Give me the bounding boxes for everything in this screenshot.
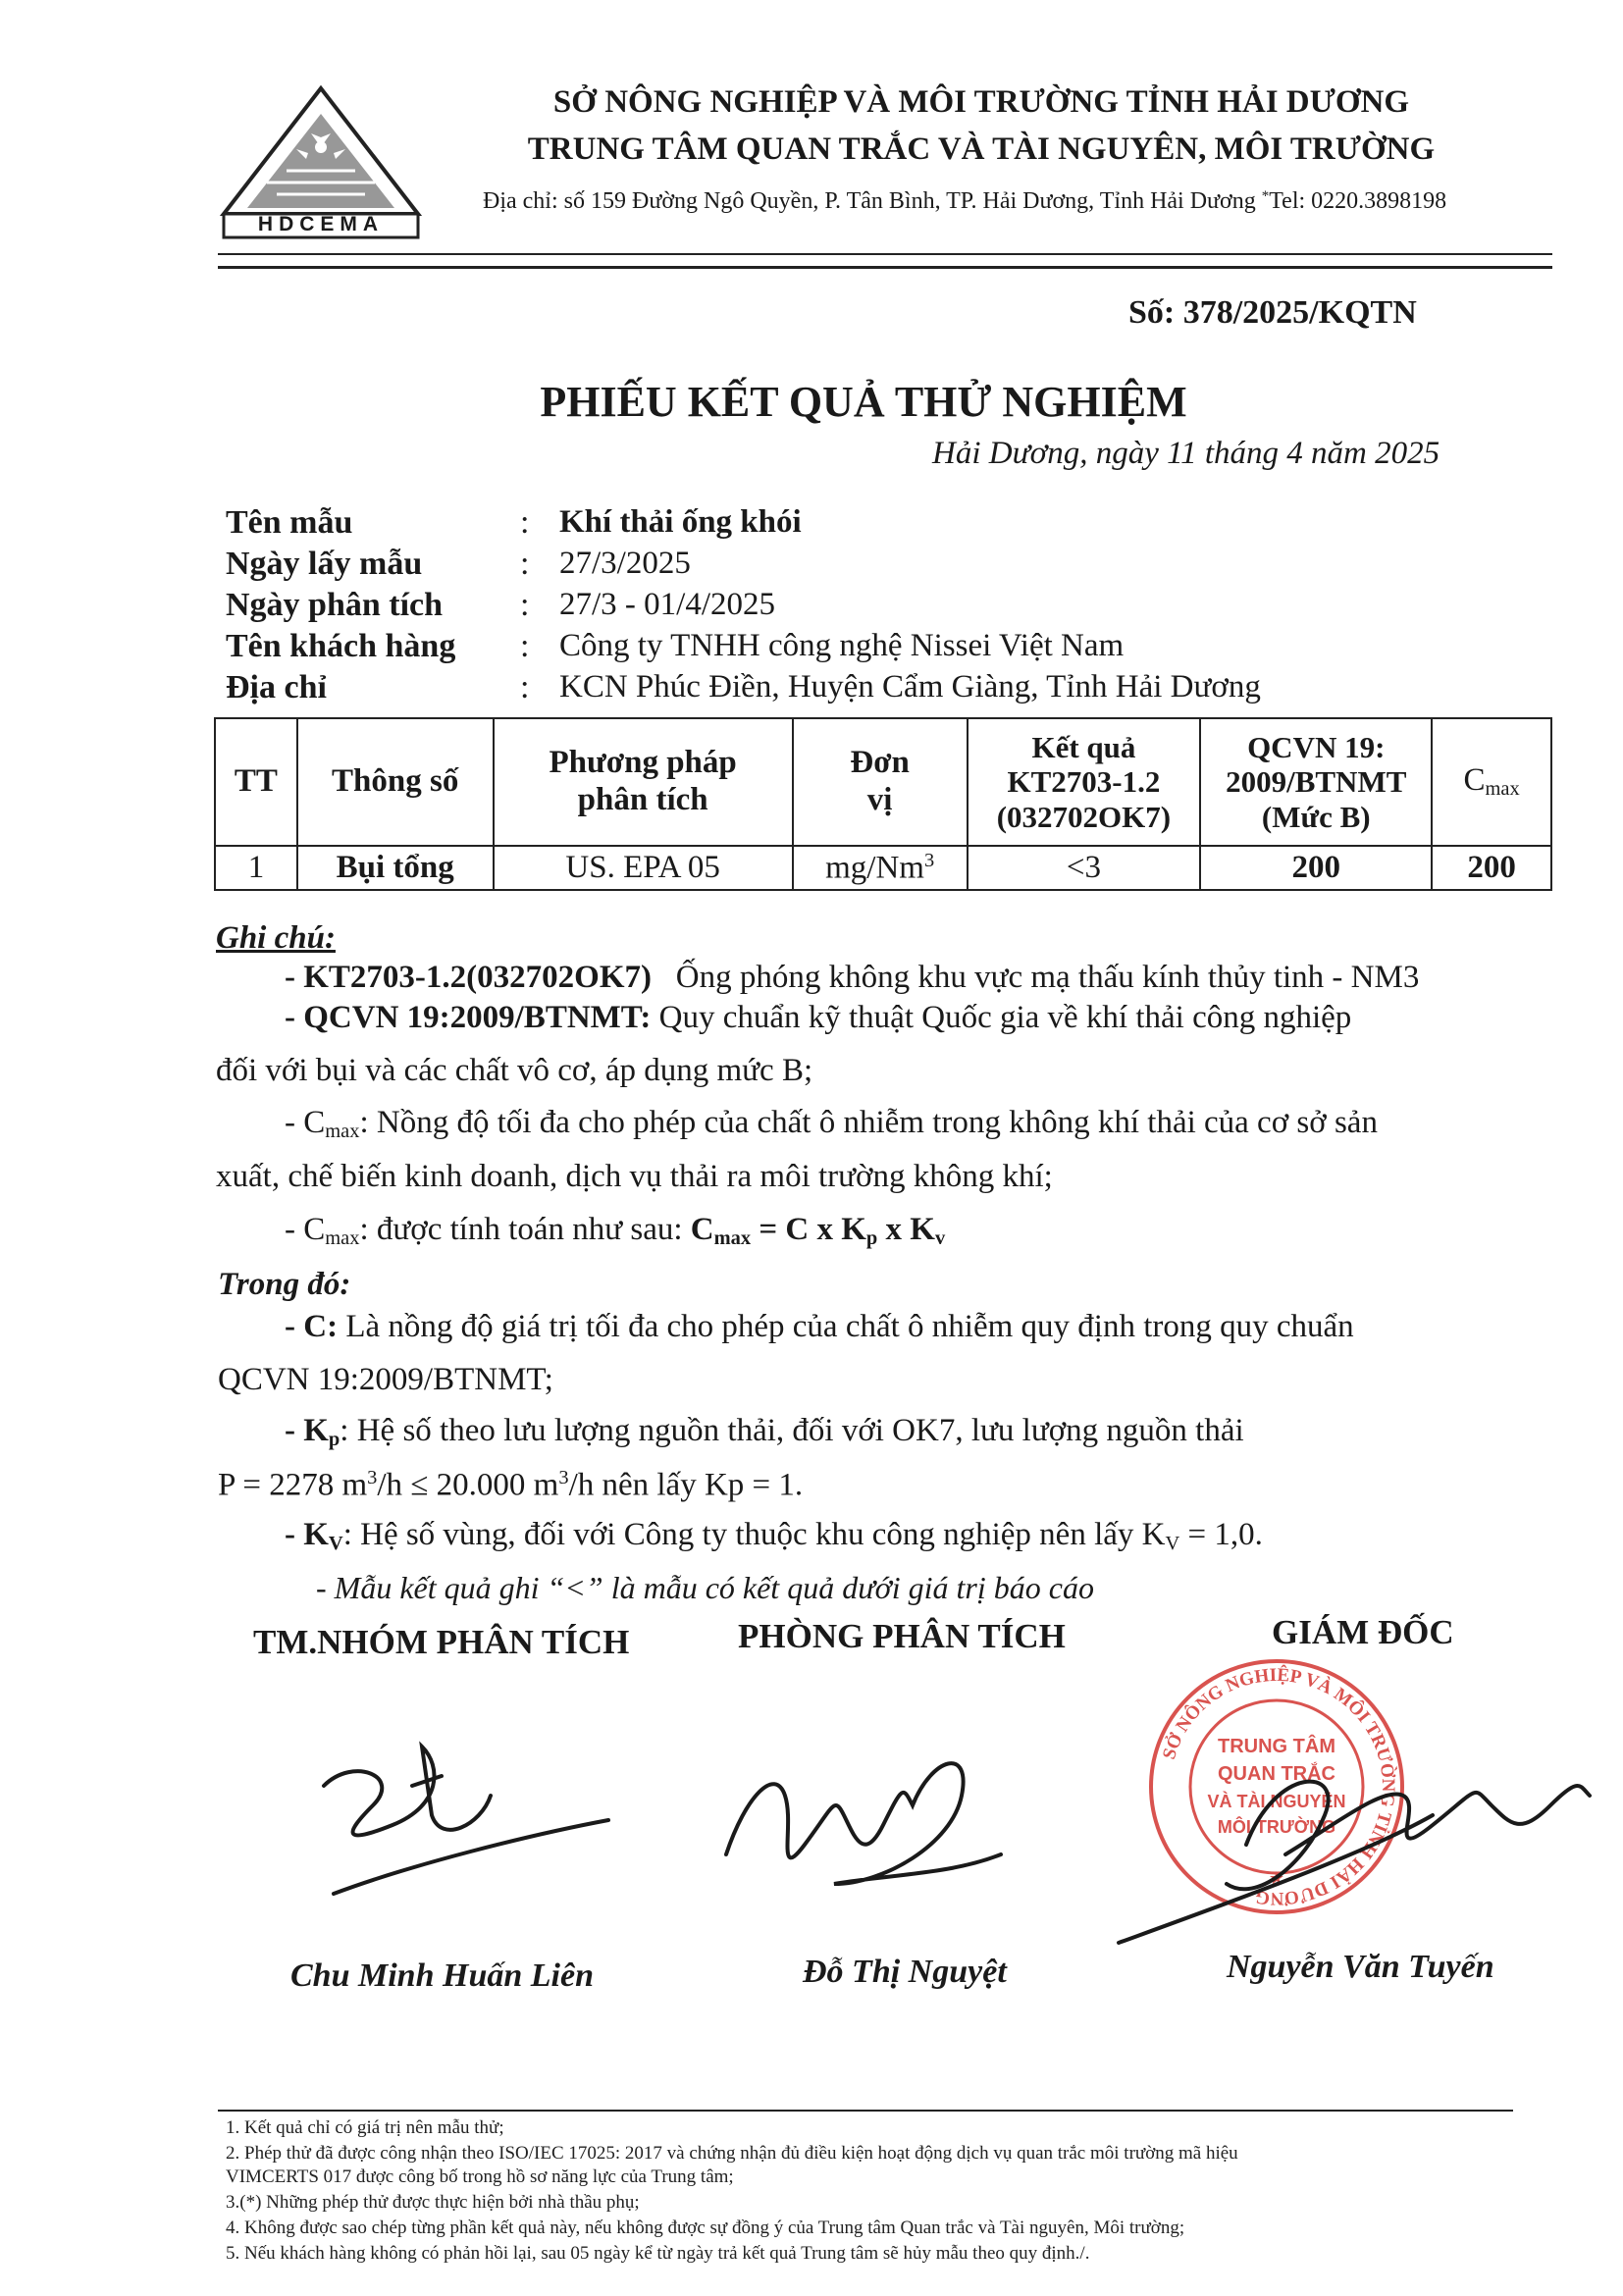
cell-result: <3 [968, 846, 1201, 890]
header-rule-top [218, 253, 1552, 255]
footer-note-4: 4. Không được sao chép từng phần kết quả này, nếu không được sự đồng ý của Trung tâm Quan trắc và Tài nguyên, Môi trường; [226, 2218, 1185, 2238]
signature-lab [716, 1737, 1011, 1904]
note-4-sub: max [325, 1227, 360, 1250]
th-unit [793, 718, 968, 846]
note-kv-sub: V [328, 1533, 343, 1555]
note-2-cont: đối với bụi và các chất vô cơ, áp dụng mức B; [216, 1053, 813, 1088]
footer-rule [218, 2110, 1513, 2112]
stamp-ring-text: SỞ NÔNG NGHIỆP VÀ MÔI TRƯỜNG TỈNH HẢI DƯƠNG [1158, 1664, 1399, 1909]
note-kp-sub: p [328, 1429, 340, 1451]
note-c-label: - C: [285, 1309, 339, 1344]
address-label: Địa chỉ [226, 669, 327, 705]
footer-note-2b: VIMCERTS 017 được công bố trong hồ sơ năng lực của Trung tâm; [226, 2166, 734, 2187]
signature-director [1109, 1727, 1599, 1953]
th-param: Thông số [297, 718, 494, 846]
note-kp-sup1: 3 [367, 1467, 378, 1488]
formula-x: x K [877, 1212, 935, 1247]
lab-title: PHÒNG PHÂN TÍCH [738, 1617, 1066, 1655]
group-signer-name: Chu Minh Huấn Liên [290, 1957, 594, 1994]
customer-address: KCN Phúc Điền, Huyện Cẩm Giàng, Tỉnh Hải Dương [559, 669, 1261, 704]
logo-text: HDCEMA [257, 213, 385, 235]
formula-c: C [690, 1212, 714, 1247]
stamp-line-1: TRUNG TÂM [1218, 1736, 1335, 1757]
th-tt: TT [215, 718, 297, 846]
note-3 [285, 1107, 1378, 1142]
formula [690, 1212, 946, 1250]
formula-csub: max [713, 1227, 752, 1250]
note-kv-text: : Hệ số vùng, đối với Công ty thuộc khu công nghiệp nên lấy K [342, 1517, 1166, 1552]
th-qcvn-line2: 2009/BTNMT [1226, 764, 1407, 800]
colon: : [520, 546, 530, 582]
note-c [285, 1311, 1354, 1343]
customer-label: Tên khách hàng [226, 628, 456, 664]
note-2-code: - QCVN 19:2009/BTNMT: [285, 1000, 652, 1035]
th-method-line1: Phương pháp [549, 745, 737, 781]
cell-method: US. EPA 05 [494, 846, 793, 890]
note-2 [285, 1002, 1351, 1034]
info-block [226, 504, 1501, 720]
note-kp-label: - K [285, 1413, 329, 1448]
note-kp-cont-c: /h nên lấy Kp = 1. [568, 1467, 804, 1503]
document-number: Số: 378/2025/KQTN [1128, 294, 1417, 331]
th-cmax [1432, 718, 1551, 846]
sample-name-label: Tên mẫu [226, 504, 353, 541]
th-qcvn [1200, 718, 1432, 846]
stamp-star-icon: ★ [1268, 1868, 1285, 1888]
place-date: Hải Dương, ngày 11 tháng 4 năm 2025 [932, 436, 1440, 471]
header-dept: SỞ NÔNG NGHIỆP VÀ MÔI TRƯỜNG TỈNH HẢI DƯƠNG [552, 84, 1410, 120]
colon: : [520, 669, 530, 705]
colon: : [520, 628, 530, 664]
note-2-text: Quy chuẩn kỹ thuật Quốc gia về khí thải công nghiệp [658, 1000, 1352, 1035]
stamp-line-2: QUAN TRẮC [1218, 1763, 1335, 1785]
where-heading: Trong đó: [218, 1267, 351, 1302]
note-kv-end: = 1,0. [1179, 1517, 1263, 1552]
hdcema-logo [218, 84, 424, 239]
note-1-code: - KT2703-1.2(032702OK7) [285, 960, 652, 995]
colon: : [520, 504, 530, 541]
table-row [215, 846, 1551, 890]
note-kp [285, 1415, 1244, 1450]
sampling-date-label: Ngày lấy mẫu [226, 546, 423, 582]
note-kp-cont-a: P = 2278 m [218, 1467, 368, 1503]
note-1 [285, 962, 1419, 994]
note-kp-cont [218, 1468, 803, 1501]
th-result [968, 718, 1201, 846]
th-method-line2: phân tích [577, 782, 708, 817]
th-result-line3: (032702OK7) [996, 799, 1172, 834]
th-cmax-sub: max [1485, 778, 1520, 801]
analysis-date-label: Ngày phân tích [226, 587, 444, 623]
note-1-text: Ống phóng không khu vực mạ thấu kính thủy tinh - NM3 [675, 960, 1420, 995]
cell-cmax: 200 [1432, 846, 1551, 890]
document-title: PHIẾU KẾT QUẢ THỬ NGHIỆM [540, 378, 1187, 426]
signature-group [294, 1727, 628, 1913]
note-4 [285, 1214, 945, 1249]
footer-note-3: 3.(*) Những phép thử được thực hiện bởi nhà thầu phụ; [226, 2192, 640, 2213]
formula-mid: = C x K [751, 1212, 866, 1247]
footer-note-1: 1. Kết quả chỉ có giá trị nên mẫu thử; [226, 2117, 504, 2138]
table-header-row [215, 718, 1551, 846]
footer-note-2: 2. Phép thử đã được công nhận theo ISO/IEC 17025: 2017 và chứng nhận đủ điều kiện hoạt động dịch vụ quan trắc môi trường mã hiệu [226, 2143, 1238, 2164]
lab-signer-name: Đỗ Thị Nguyệt [803, 1954, 1007, 1990]
header-rule-bottom [218, 266, 1552, 269]
cell-unit-text: mg/Nm [825, 850, 924, 886]
formula-vsub: v [934, 1227, 946, 1250]
th-cmax-c: C [1463, 762, 1486, 799]
note-kv-label: - K [285, 1517, 329, 1552]
result-table [214, 717, 1552, 891]
note-3-text: : Nồng độ tối đa cho phép của chất ô nhiễm trong không khí thải của cơ sở sản [359, 1105, 1378, 1140]
note-kp-cont-b: /h ≤ 20.000 m [377, 1467, 559, 1503]
colon: : [520, 587, 530, 623]
th-method [494, 718, 793, 846]
stamp-line-4: MÔI TRƯỜNG [1217, 1817, 1336, 1837]
note-kp-text: : Hệ số theo lưu lượng nguồn thải, đối với OK7, lưu lượng nguồn thải [340, 1413, 1244, 1448]
cell-unit [793, 846, 968, 890]
th-unit-line2: vị [866, 782, 893, 817]
sample-name: Khí thải ống khói [559, 504, 802, 540]
note-3-sub: max [325, 1121, 360, 1143]
group-title: TM.NHÓM PHÂN TÍCH [253, 1623, 630, 1661]
note-kv [285, 1519, 1263, 1554]
cell-unit-sup: 3 [923, 849, 935, 871]
note-kp-sup2: 3 [558, 1467, 569, 1488]
cell-tt: 1 [215, 846, 297, 890]
note-4-text: : được tính toán như sau: [359, 1212, 691, 1247]
header-center: TRUNG TÂM QUAN TRẮC VÀ TÀI NGUYÊN, MÔI TRƯỜNG [527, 131, 1436, 167]
notes-heading: Ghi chú: [216, 920, 336, 956]
th-qcvn-line1: QCVN 19: [1247, 729, 1386, 764]
formula-psub: p [865, 1227, 878, 1250]
note-4-prefix: - C [285, 1212, 326, 1247]
note-3-prefix: - C [285, 1105, 326, 1140]
footer-note-5: 5. Nếu khách hàng không có phản hồi lại, sau 05 ngày kể từ ngày trả kết quả Trung tâm sẽ hủy mẫu theo quy định./. [226, 2243, 1090, 2264]
customer-name: Công ty TNHH công nghệ Nissei Việt Nam [559, 628, 1125, 663]
header-address: Địa chỉ: số 159 Đường Ngô Quyền, P. Tân Bình, TP. Hải Dương, Tỉnh Hải Dương *Tel: 0220.3898198 [483, 188, 1447, 215]
note-3-cont: xuất, chế biến kinh doanh, dịch vụ thải ra môi trường không khí; [216, 1159, 1053, 1194]
cell-param: Bụi tổng [297, 846, 494, 890]
stamp-line-3: VÀ TÀI NGUYÊN [1207, 1792, 1346, 1811]
cell-qcvn: 200 [1200, 846, 1432, 890]
sampling-date: 27/3/2025 [559, 546, 691, 581]
note-c-text: Là nồng độ giá trị tối đa cho phép của chất ô nhiễm quy định trong quy chuẩn [345, 1309, 1354, 1344]
analysis-date: 27/3 - 01/4/2025 [559, 587, 775, 622]
header-address-text: Địa chỉ: số 159 Đường Ngô Quyền, P. Tân Bình, TP. Hải Dương, Tỉnh Hải Dương [483, 188, 1256, 215]
th-unit-line1: Đơn [850, 745, 910, 781]
th-result-line2: KT2703-1.2 [1007, 764, 1161, 800]
note-less-than: - Mẫu kết quả ghi “<” là mẫu có kết quả dưới giá trị báo cáo [316, 1570, 1094, 1605]
th-result-line1: Kết quả [1031, 729, 1136, 764]
note-c-cont: QCVN 19:2009/BTNMT; [218, 1362, 553, 1397]
director-title: GIÁM ĐỐC [1272, 1613, 1454, 1651]
note-kv-sub2: V [1165, 1533, 1180, 1555]
director-signer-name: Nguyễn Văn Tuyến [1227, 1949, 1494, 1985]
th-qcvn-line3: (Mức B) [1261, 799, 1371, 834]
header-tel: Tel: 0220.3898198 [1269, 188, 1447, 215]
